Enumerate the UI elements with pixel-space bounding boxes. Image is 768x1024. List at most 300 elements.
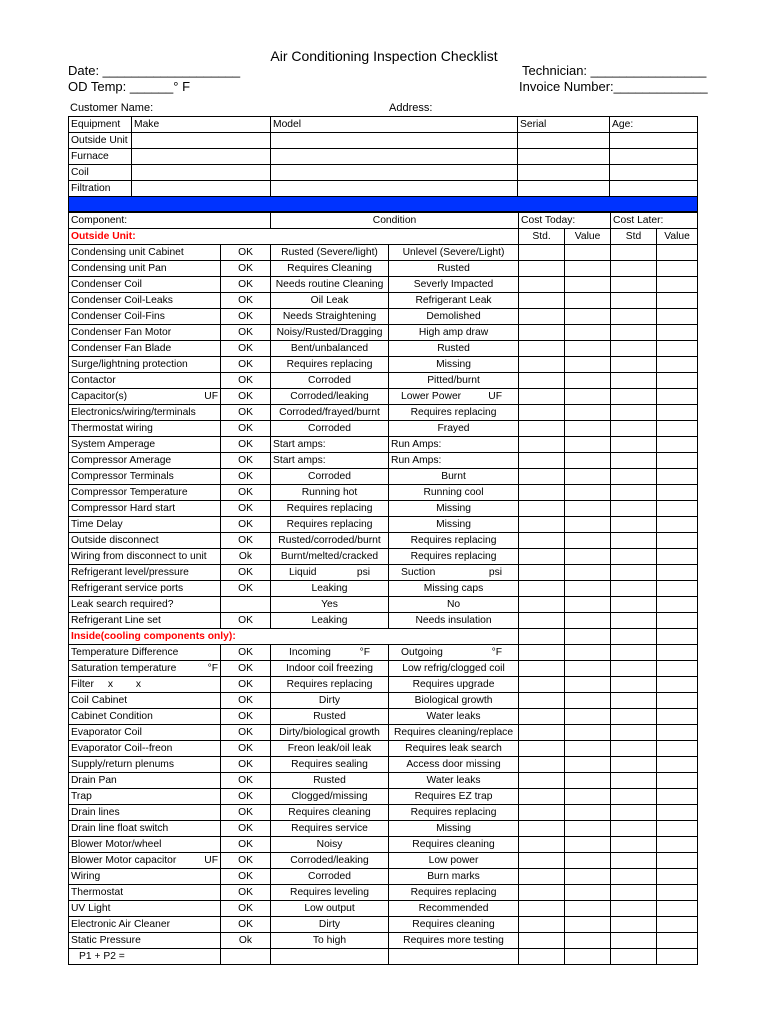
age-cell[interactable]	[610, 149, 698, 165]
cost-later-value-cell[interactable]	[657, 293, 698, 309]
cost-later-std-cell[interactable]	[611, 773, 657, 789]
cost-later-std-cell[interactable]	[611, 741, 657, 757]
cost-later-std-cell[interactable]	[611, 597, 657, 613]
cost-later-std-cell[interactable]	[611, 869, 657, 885]
condition-option-1[interactable]: Corroded	[271, 373, 389, 389]
ok-checkbox-cell[interactable]: OK	[221, 485, 271, 501]
cost-today-std-cell[interactable]	[519, 789, 565, 805]
condition-option-1[interactable]: Dirty/biological growth	[271, 725, 389, 741]
cost-today-value-cell[interactable]	[565, 693, 611, 709]
cost-later-std-cell[interactable]	[611, 261, 657, 277]
cost-today-value-cell[interactable]	[565, 661, 611, 677]
ok-checkbox-cell[interactable]: OK	[221, 261, 271, 277]
cost-later-std-cell[interactable]	[611, 789, 657, 805]
technician-field[interactable]: Technician: ________________	[522, 63, 707, 78]
condition-option-1[interactable]	[271, 949, 389, 965]
cost-today-value-cell[interactable]	[565, 757, 611, 773]
ok-checkbox-cell[interactable]: OK	[221, 741, 271, 757]
cost-today-value-cell[interactable]	[565, 293, 611, 309]
cost-today-std-cell[interactable]	[519, 373, 565, 389]
cost-later-value-cell[interactable]	[657, 597, 698, 613]
cost-today-std-cell[interactable]	[519, 469, 565, 485]
cost-today-std-cell[interactable]	[519, 261, 565, 277]
cost-today-value-cell[interactable]	[565, 357, 611, 373]
cost-today-std-cell[interactable]	[519, 709, 565, 725]
cost-today-value-cell[interactable]	[565, 453, 611, 469]
condition-option-2[interactable]: Requires cleaning	[389, 837, 519, 853]
cost-today-std-cell[interactable]	[519, 805, 565, 821]
ok-checkbox-cell[interactable]: Ok	[221, 549, 271, 565]
cost-today-value-cell[interactable]	[565, 949, 611, 965]
ok-checkbox-cell[interactable]: Ok	[221, 933, 271, 949]
ok-checkbox-cell[interactable]: OK	[221, 837, 271, 853]
cost-later-value-cell[interactable]	[657, 805, 698, 821]
ok-checkbox-cell[interactable]: OK	[221, 421, 271, 437]
ok-checkbox-cell[interactable]: OK	[221, 693, 271, 709]
condition-option-2[interactable]: Run Amps:	[389, 453, 519, 469]
cost-today-std-cell[interactable]	[519, 581, 565, 597]
cost-later-value-cell[interactable]	[657, 357, 698, 373]
ok-checkbox-cell[interactable]: OK	[221, 725, 271, 741]
cost-later-std-cell[interactable]	[611, 677, 657, 693]
condition-option-1[interactable]: Clogged/missing	[271, 789, 389, 805]
model-cell[interactable]	[271, 181, 518, 197]
cost-later-value-cell[interactable]	[657, 421, 698, 437]
condition-option-2[interactable]: Water leaks	[389, 773, 519, 789]
cost-later-value-cell[interactable]	[657, 869, 698, 885]
cost-today-value-cell[interactable]	[565, 789, 611, 805]
cost-later-value-cell[interactable]	[657, 789, 698, 805]
cost-today-std-cell[interactable]	[519, 437, 565, 453]
ok-checkbox-cell[interactable]: OK	[221, 613, 271, 629]
cost-today-std-cell[interactable]	[519, 869, 565, 885]
cost-later-value-cell[interactable]	[657, 549, 698, 565]
cost-today-value-cell[interactable]	[565, 469, 611, 485]
cost-today-std-cell[interactable]	[519, 325, 565, 341]
ok-checkbox-cell[interactable]: OK	[221, 917, 271, 933]
ok-checkbox-cell[interactable]: OK	[221, 677, 271, 693]
cost-today-std-cell[interactable]	[519, 949, 565, 965]
cost-later-std-cell[interactable]	[611, 645, 657, 661]
cost-today-std-cell[interactable]	[519, 885, 565, 901]
cost-today-value-cell[interactable]	[565, 821, 611, 837]
cost-later-value-cell[interactable]	[657, 933, 698, 949]
cost-today-value-cell[interactable]	[565, 597, 611, 613]
cost-later-std-cell[interactable]	[611, 661, 657, 677]
cost-later-std-cell[interactable]	[611, 725, 657, 741]
cost-today-value-cell[interactable]	[565, 933, 611, 949]
cost-later-std-cell[interactable]	[611, 933, 657, 949]
condition-option-2[interactable]: Recommended	[389, 901, 519, 917]
condition-option-1[interactable]: To high	[271, 933, 389, 949]
condition-option-1[interactable]: Dirty	[271, 693, 389, 709]
condition-option-2[interactable]: Low refrig/clogged coil	[389, 661, 519, 677]
condition-option-1[interactable]: Requires service	[271, 821, 389, 837]
condition-option-2[interactable]: Requires replacing	[389, 805, 519, 821]
make-cell[interactable]	[132, 133, 271, 149]
cost-today-std-cell[interactable]	[519, 293, 565, 309]
ok-checkbox-cell[interactable]: OK	[221, 357, 271, 373]
condition-option-1[interactable]: Corroded/frayed/burnt	[271, 405, 389, 421]
cost-today-value-cell[interactable]	[565, 405, 611, 421]
condition-option-2[interactable]: Requires upgrade	[389, 677, 519, 693]
cost-today-std-cell[interactable]	[519, 901, 565, 917]
condition-option-1[interactable]: Requires sealing	[271, 757, 389, 773]
cost-today-value-cell[interactable]	[565, 309, 611, 325]
serial-cell[interactable]	[518, 149, 610, 165]
condition-option-1[interactable]: Requires replacing	[271, 357, 389, 373]
date-field[interactable]: Date: ___________________	[68, 63, 241, 78]
condition-option-1[interactable]: Leaking	[271, 613, 389, 629]
cost-today-value-cell[interactable]	[565, 533, 611, 549]
condition-option-2[interactable]: Missing	[389, 517, 519, 533]
cost-later-value-cell[interactable]	[657, 485, 698, 501]
cost-later-value-cell[interactable]	[657, 837, 698, 853]
cost-later-value-cell[interactable]	[657, 661, 698, 677]
condition-option-2[interactable]: Missing	[389, 821, 519, 837]
condition-option-2[interactable]: Requires replacing	[389, 533, 519, 549]
ok-checkbox-cell[interactable]: OK	[221, 757, 271, 773]
cost-today-value-cell[interactable]	[565, 437, 611, 453]
ok-checkbox-cell[interactable]: OK	[221, 533, 271, 549]
cost-today-std-cell[interactable]	[519, 837, 565, 853]
cost-later-std-cell[interactable]	[611, 357, 657, 373]
cost-today-std-cell[interactable]	[519, 677, 565, 693]
cost-later-std-cell[interactable]	[611, 469, 657, 485]
cost-today-value-cell[interactable]	[565, 517, 611, 533]
condition-option-1[interactable]: Rusted	[271, 709, 389, 725]
cost-later-value-cell[interactable]	[657, 645, 698, 661]
cost-today-value-cell[interactable]	[565, 725, 611, 741]
cost-later-std-cell[interactable]	[611, 821, 657, 837]
cost-later-value-cell[interactable]	[657, 405, 698, 421]
cost-later-value-cell[interactable]	[657, 709, 698, 725]
condition-option-1[interactable]: Freon leak/oil leak	[271, 741, 389, 757]
condition-option-2[interactable]: High amp draw	[389, 325, 519, 341]
cost-later-std-cell[interactable]	[611, 517, 657, 533]
ok-checkbox-cell[interactable]: OK	[221, 869, 271, 885]
ok-checkbox-cell[interactable]: OK	[221, 901, 271, 917]
cost-later-std-cell[interactable]	[611, 325, 657, 341]
cost-later-value-cell[interactable]	[657, 773, 698, 789]
condition-option-1[interactable]: Dirty	[271, 917, 389, 933]
cost-today-std-cell[interactable]	[519, 421, 565, 437]
condition-option-2[interactable]: Rusted	[389, 341, 519, 357]
cost-today-value-cell[interactable]	[565, 677, 611, 693]
condition-option-1[interactable]: Noisy/Rusted/Dragging	[271, 325, 389, 341]
cost-today-value-cell[interactable]	[565, 613, 611, 629]
cost-today-value-cell[interactable]	[565, 325, 611, 341]
make-cell[interactable]	[132, 181, 271, 197]
condition-option-2[interactable]: Missing caps	[389, 581, 519, 597]
ok-checkbox-cell[interactable]: OK	[221, 789, 271, 805]
cost-later-std-cell[interactable]	[611, 405, 657, 421]
serial-cell[interactable]	[518, 181, 610, 197]
cost-later-std-cell[interactable]	[611, 485, 657, 501]
cost-today-std-cell[interactable]	[519, 533, 565, 549]
condition-option-2[interactable]	[389, 645, 519, 661]
condition-option-2[interactable]: Low power	[389, 853, 519, 869]
ok-checkbox-cell[interactable]: OK	[221, 325, 271, 341]
cost-today-std-cell[interactable]	[519, 357, 565, 373]
cost-later-value-cell[interactable]	[657, 757, 698, 773]
condition-option-2[interactable]	[389, 565, 519, 581]
cost-today-value-cell[interactable]	[565, 421, 611, 437]
ok-checkbox-cell[interactable]: OK	[221, 341, 271, 357]
condition-option-1[interactable]	[271, 645, 389, 661]
cost-today-std-cell[interactable]	[519, 277, 565, 293]
ok-checkbox-cell[interactable]: OK	[221, 661, 271, 677]
cost-today-std-cell[interactable]	[519, 661, 565, 677]
condition-option-2[interactable]: Requires EZ trap	[389, 789, 519, 805]
condition-option-2[interactable]: Running cool	[389, 485, 519, 501]
cost-today-std-cell[interactable]	[519, 453, 565, 469]
cost-today-std-cell[interactable]	[519, 821, 565, 837]
cost-today-value-cell[interactable]	[565, 837, 611, 853]
cost-later-std-cell[interactable]	[611, 373, 657, 389]
cost-later-std-cell[interactable]	[611, 837, 657, 853]
cost-later-std-cell[interactable]	[611, 277, 657, 293]
cost-later-value-cell[interactable]	[657, 853, 698, 869]
condition-option-2[interactable]: Refrigerant Leak	[389, 293, 519, 309]
cost-today-value-cell[interactable]	[565, 741, 611, 757]
condition-option-2[interactable]: Requires replacing	[389, 549, 519, 565]
cost-later-std-cell[interactable]	[611, 901, 657, 917]
condition-option-1[interactable]: Noisy	[271, 837, 389, 853]
ok-checkbox-cell[interactable]: OK	[221, 277, 271, 293]
condition-option-1[interactable]: Running hot	[271, 485, 389, 501]
cost-today-value-cell[interactable]	[565, 805, 611, 821]
cost-later-value-cell[interactable]	[657, 949, 698, 965]
condition-option-2[interactable]: Burn marks	[389, 869, 519, 885]
make-cell[interactable]	[132, 149, 271, 165]
condition-option-2[interactable]: Missing	[389, 501, 519, 517]
cost-later-value-cell[interactable]	[657, 501, 698, 517]
cost-today-value-cell[interactable]	[565, 549, 611, 565]
condition-option-2[interactable]: Pitted/burnt	[389, 373, 519, 389]
cost-later-value-cell[interactable]	[657, 437, 698, 453]
condition-option-2[interactable]: Burnt	[389, 469, 519, 485]
cost-today-std-cell[interactable]	[519, 773, 565, 789]
cost-later-value-cell[interactable]	[657, 917, 698, 933]
ok-checkbox-cell[interactable]	[221, 597, 271, 613]
condition-option-1[interactable]: Rusted (Severe/light)	[271, 245, 389, 261]
cost-later-value-cell[interactable]	[657, 885, 698, 901]
cost-today-value-cell[interactable]	[565, 885, 611, 901]
cost-later-std-cell[interactable]	[611, 581, 657, 597]
condition-option-2[interactable]: No	[389, 597, 519, 613]
condition-option-1[interactable]: Start amps:	[271, 453, 389, 469]
ok-checkbox-cell[interactable]: OK	[221, 469, 271, 485]
condition-option-1[interactable]: Needs Straightening	[271, 309, 389, 325]
ok-checkbox-cell[interactable]: OK	[221, 389, 271, 405]
condition-option-1[interactable]: Burnt/melted/cracked	[271, 549, 389, 565]
cost-today-std-cell[interactable]	[519, 309, 565, 325]
condition-option-2[interactable]: Biological growth	[389, 693, 519, 709]
cost-later-std-cell[interactable]	[611, 885, 657, 901]
cost-today-value-cell[interactable]	[565, 645, 611, 661]
ok-checkbox-cell[interactable]: OK	[221, 453, 271, 469]
cost-today-value-cell[interactable]	[565, 389, 611, 405]
cost-later-value-cell[interactable]	[657, 245, 698, 261]
cost-later-std-cell[interactable]	[611, 293, 657, 309]
cost-today-value-cell[interactable]	[565, 853, 611, 869]
ok-checkbox-cell[interactable]: OK	[221, 293, 271, 309]
ok-checkbox-cell[interactable]: OK	[221, 853, 271, 869]
cost-later-value-cell[interactable]	[657, 389, 698, 405]
cost-today-std-cell[interactable]	[519, 933, 565, 949]
ok-checkbox-cell[interactable]: OK	[221, 773, 271, 789]
cost-later-std-cell[interactable]	[611, 917, 657, 933]
cost-later-std-cell[interactable]	[611, 309, 657, 325]
cost-later-std-cell[interactable]	[611, 341, 657, 357]
cost-today-std-cell[interactable]	[519, 405, 565, 421]
condition-option-1[interactable]: Corroded/leaking	[271, 389, 389, 405]
ok-checkbox-cell[interactable]: OK	[221, 405, 271, 421]
condition-option-1[interactable]: Corroded	[271, 869, 389, 885]
cost-today-value-cell[interactable]	[565, 485, 611, 501]
cost-today-std-cell[interactable]	[519, 629, 565, 645]
ok-checkbox-cell[interactable]: OK	[221, 501, 271, 517]
ok-checkbox-cell[interactable]: OK	[221, 645, 271, 661]
serial-cell[interactable]	[518, 133, 610, 149]
cost-today-std-cell[interactable]	[519, 917, 565, 933]
cost-today-value-cell[interactable]	[565, 261, 611, 277]
cost-later-value-cell[interactable]	[657, 341, 698, 357]
condition-option-2[interactable]: Requires replacing	[389, 885, 519, 901]
condition-option-1[interactable]: Oil Leak	[271, 293, 389, 309]
ok-checkbox-cell[interactable]	[221, 949, 271, 965]
age-cell[interactable]	[610, 165, 698, 181]
condition-option-1[interactable]: Requires cleaning	[271, 805, 389, 821]
cost-later-value-cell[interactable]	[657, 581, 698, 597]
cost-later-std-cell[interactable]	[611, 389, 657, 405]
cost-later-std-cell[interactable]	[611, 613, 657, 629]
make-cell[interactable]	[132, 165, 271, 181]
age-cell[interactable]	[610, 133, 698, 149]
age-cell[interactable]	[610, 181, 698, 197]
od-temp-field[interactable]: OD Temp: ______° F	[68, 79, 191, 94]
condition-option-1[interactable]: Low output	[271, 901, 389, 917]
condition-option-2[interactable]	[389, 389, 519, 405]
ok-checkbox-cell[interactable]: OK	[221, 581, 271, 597]
cost-today-std-cell[interactable]	[519, 853, 565, 869]
condition-option-2[interactable]: Requires cleaning/replace	[389, 725, 519, 741]
condition-option-1[interactable]: Corroded	[271, 469, 389, 485]
condition-option-2[interactable]: Requires leak search	[389, 741, 519, 757]
cost-later-std-cell[interactable]	[611, 421, 657, 437]
cost-today-std-cell[interactable]	[519, 725, 565, 741]
cost-later-value-cell[interactable]	[657, 453, 698, 469]
condition-option-1[interactable]: Requires Cleaning	[271, 261, 389, 277]
cost-later-value-cell[interactable]	[657, 373, 698, 389]
condition-option-2[interactable]: Water leaks	[389, 709, 519, 725]
condition-option-2[interactable]: Missing	[389, 357, 519, 373]
ok-checkbox-cell[interactable]: OK	[221, 565, 271, 581]
condition-option-1[interactable]: Needs routine Cleaning	[271, 277, 389, 293]
cost-later-std-cell[interactable]	[611, 805, 657, 821]
model-cell[interactable]	[271, 149, 518, 165]
cost-later-std-cell[interactable]	[611, 501, 657, 517]
condition-option-2[interactable]: Unlevel (Severe/Light)	[389, 245, 519, 261]
cost-later-std-cell[interactable]	[611, 565, 657, 581]
condition-option-2[interactable]: Requires cleaning	[389, 917, 519, 933]
ok-checkbox-cell[interactable]: OK	[221, 805, 271, 821]
cost-later-std-cell[interactable]	[611, 533, 657, 549]
cost-later-value-cell[interactable]	[657, 725, 698, 741]
cost-today-std-cell[interactable]	[519, 597, 565, 613]
ok-checkbox-cell[interactable]: OK	[221, 517, 271, 533]
model-cell[interactable]	[271, 165, 518, 181]
condition-option-2[interactable]: Requires replacing	[389, 405, 519, 421]
cost-later-std-cell[interactable]	[611, 709, 657, 725]
condition-option-1[interactable]: Requires replacing	[271, 517, 389, 533]
condition-option-2[interactable]: Requires more testing	[389, 933, 519, 949]
cost-today-std-cell[interactable]	[519, 613, 565, 629]
condition-option-1[interactable]: Corroded/leaking	[271, 853, 389, 869]
ok-checkbox-cell[interactable]: OK	[221, 373, 271, 389]
cost-later-value-cell[interactable]	[657, 277, 698, 293]
cost-today-std-cell[interactable]	[519, 485, 565, 501]
cost-today-std-cell[interactable]	[519, 693, 565, 709]
cost-today-std-cell[interactable]	[519, 389, 565, 405]
cost-today-value-cell[interactable]	[565, 565, 611, 581]
cost-today-std-cell[interactable]	[519, 549, 565, 565]
ok-checkbox-cell[interactable]: OK	[221, 709, 271, 725]
cost-today-std-cell[interactable]	[519, 501, 565, 517]
cost-today-std-cell[interactable]	[519, 245, 565, 261]
cost-today-value-cell[interactable]	[565, 917, 611, 933]
ok-checkbox-cell[interactable]: OK	[221, 437, 271, 453]
cost-today-std-cell[interactable]	[519, 645, 565, 661]
cost-later-value-cell[interactable]	[657, 533, 698, 549]
condition-option-1[interactable]: Leaking	[271, 581, 389, 597]
condition-option-1[interactable]: Rusted	[271, 773, 389, 789]
cost-later-std-cell[interactable]	[611, 757, 657, 773]
cost-today-std-cell[interactable]	[519, 517, 565, 533]
cost-later-value-cell[interactable]	[657, 325, 698, 341]
condition-option-2[interactable]: Access door missing	[389, 757, 519, 773]
condition-option-2[interactable]: Frayed	[389, 421, 519, 437]
cost-later-std-cell[interactable]	[611, 549, 657, 565]
cost-today-value-cell[interactable]	[565, 581, 611, 597]
ok-checkbox-cell[interactable]: OK	[221, 245, 271, 261]
condition-option-1[interactable]: Rusted/corroded/burnt	[271, 533, 389, 549]
cost-later-value-cell[interactable]	[657, 741, 698, 757]
cost-later-std-cell[interactable]	[611, 453, 657, 469]
cost-later-value-cell[interactable]	[657, 469, 698, 485]
model-cell[interactable]	[271, 133, 518, 149]
cost-today-value-cell[interactable]	[565, 709, 611, 725]
cost-later-std-cell[interactable]	[611, 437, 657, 453]
cost-later-value-cell[interactable]	[657, 821, 698, 837]
condition-option-1[interactable]: Indoor coil freezing	[271, 661, 389, 677]
condition-option-2[interactable]	[389, 949, 519, 965]
cost-today-value-cell[interactable]	[565, 901, 611, 917]
cost-today-value-cell[interactable]	[565, 629, 611, 645]
condition-option-2[interactable]: Rusted	[389, 261, 519, 277]
condition-option-1[interactable]	[271, 565, 389, 581]
ok-checkbox-cell[interactable]: OK	[221, 885, 271, 901]
cost-later-value-cell[interactable]	[657, 565, 698, 581]
cost-later-value-cell[interactable]	[657, 677, 698, 693]
condition-option-2[interactable]: Demolished	[389, 309, 519, 325]
cost-today-std-cell[interactable]	[519, 741, 565, 757]
cost-today-value-cell[interactable]	[565, 245, 611, 261]
cost-later-std-cell[interactable]	[611, 853, 657, 869]
condition-option-1[interactable]: Yes	[271, 597, 389, 613]
cost-today-value-cell[interactable]	[565, 773, 611, 789]
